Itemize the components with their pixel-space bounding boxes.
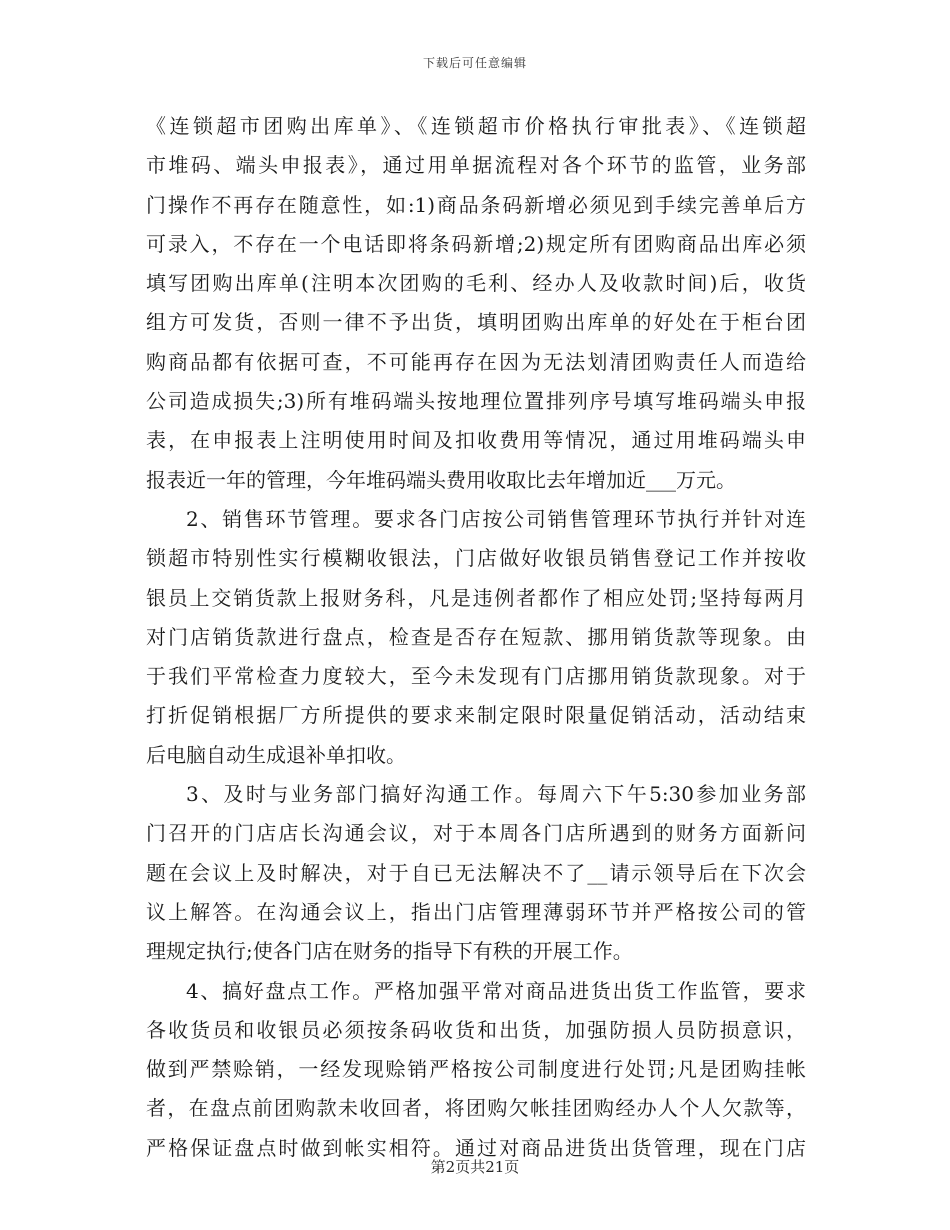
text-line: 各收货员和收银员必须按条码收货和出货，加强防损人员防损意识， [146,1017,806,1042]
page-footer: 第2页共21页 [430,1158,520,1176]
page-header: 下载后可任意编辑 [422,56,527,70]
text-line: 市堆码、端头申报表》，通过用单据流程对各个环节的监管，业务部 [146,153,806,178]
text-line: 2、销售环节管理。要求各门店按公司销售管理环节执行并针对连 [186,506,806,531]
text-line: 后电脑自动生成退补单扣收。 [146,742,406,767]
text-line: 报表近一年的管理，今年堆码端头费用收取比去年增加近___万元。 [146,467,736,492]
text-line: 对门店销货款进行盘点，检查是否存在短款、挪用销货款等现象。由 [146,624,806,649]
text-line: 购商品都有依据可查，不可能再存在因为无法划清团购责任人而造给 [146,349,806,374]
text-line: 表，在申报表上注明使用时间及扣收费用等情况，通过用堆码端头申 [146,428,806,453]
text-line: 3、及时与业务部门搞好沟通工作。每周六下午5:30参加业务部 [186,782,806,807]
text-line: 4、搞好盘点工作。严格加强平常对商品进货出货工作监管，要求 [186,978,806,1003]
text-line: 打折促销根据厂方所提供的要求来制定限时限量促销活动，活动结束 [146,703,806,728]
text-line: 可录入，不存在一个电话即将条码新增;2)规定所有团购商品出库必须 [146,231,806,256]
text-line: 理规定执行;使各门店在财务的指导下有秩的开展工作。 [146,939,633,964]
text-line: 严格保证盘点时做到帐实相符。通过对商品进货出货管理，现在门店 [146,1135,806,1160]
text-line: 于我们平常检查力度较大，至今未发现有门店挪用销货款现象。对于 [146,664,806,689]
text-line: 锁超市特别性实行模糊收银法，门店做好收银员销售登记工作并按收 [146,546,806,571]
text-line: 组方可发货，否则一律不予出货，填明团购出库单的好处在于柜台团 [146,310,806,335]
text-line: 门召开的门店店长沟通会议，对于本周各门店所遇到的财务方面新问 [146,821,806,846]
text-line: 议上解答。在沟通会议上，指出门店管理薄弱环节并严格按公司的管 [146,899,806,924]
text-line: 《连锁超市团购出库单》、《连锁超市价格执行审批表》、《连锁超 [146,114,806,138]
text-line: 者，在盘点前团购款未收回者，将团购欠帐挂团购经办人个人欠款等， [146,1096,806,1121]
text-line: 银员上交销货款上报财务科，凡是违例者都作了相应处罚;坚持每两月 [146,585,806,610]
text-line: 门操作不再存在随意性，如:1)商品条码新增必须见到手续完善单后方 [146,192,806,217]
body-text [146,107,806,1168]
text-line: 公司造成损失;3)所有堆码端头按地理位置排列序号填写堆码端头申报 [146,389,806,414]
text-line: 题在会议上及时解决，对于自已无法解决不了__请示领导后在下次会 [146,860,806,885]
text-line: 填写团购出库单(注明本次团购的毛利、经办人及收款时间)后，收货 [146,271,806,296]
text-line: 做到严禁赊销，一经发现赊销严格按公司制度进行处罚;凡是团购挂帐 [146,1057,806,1082]
